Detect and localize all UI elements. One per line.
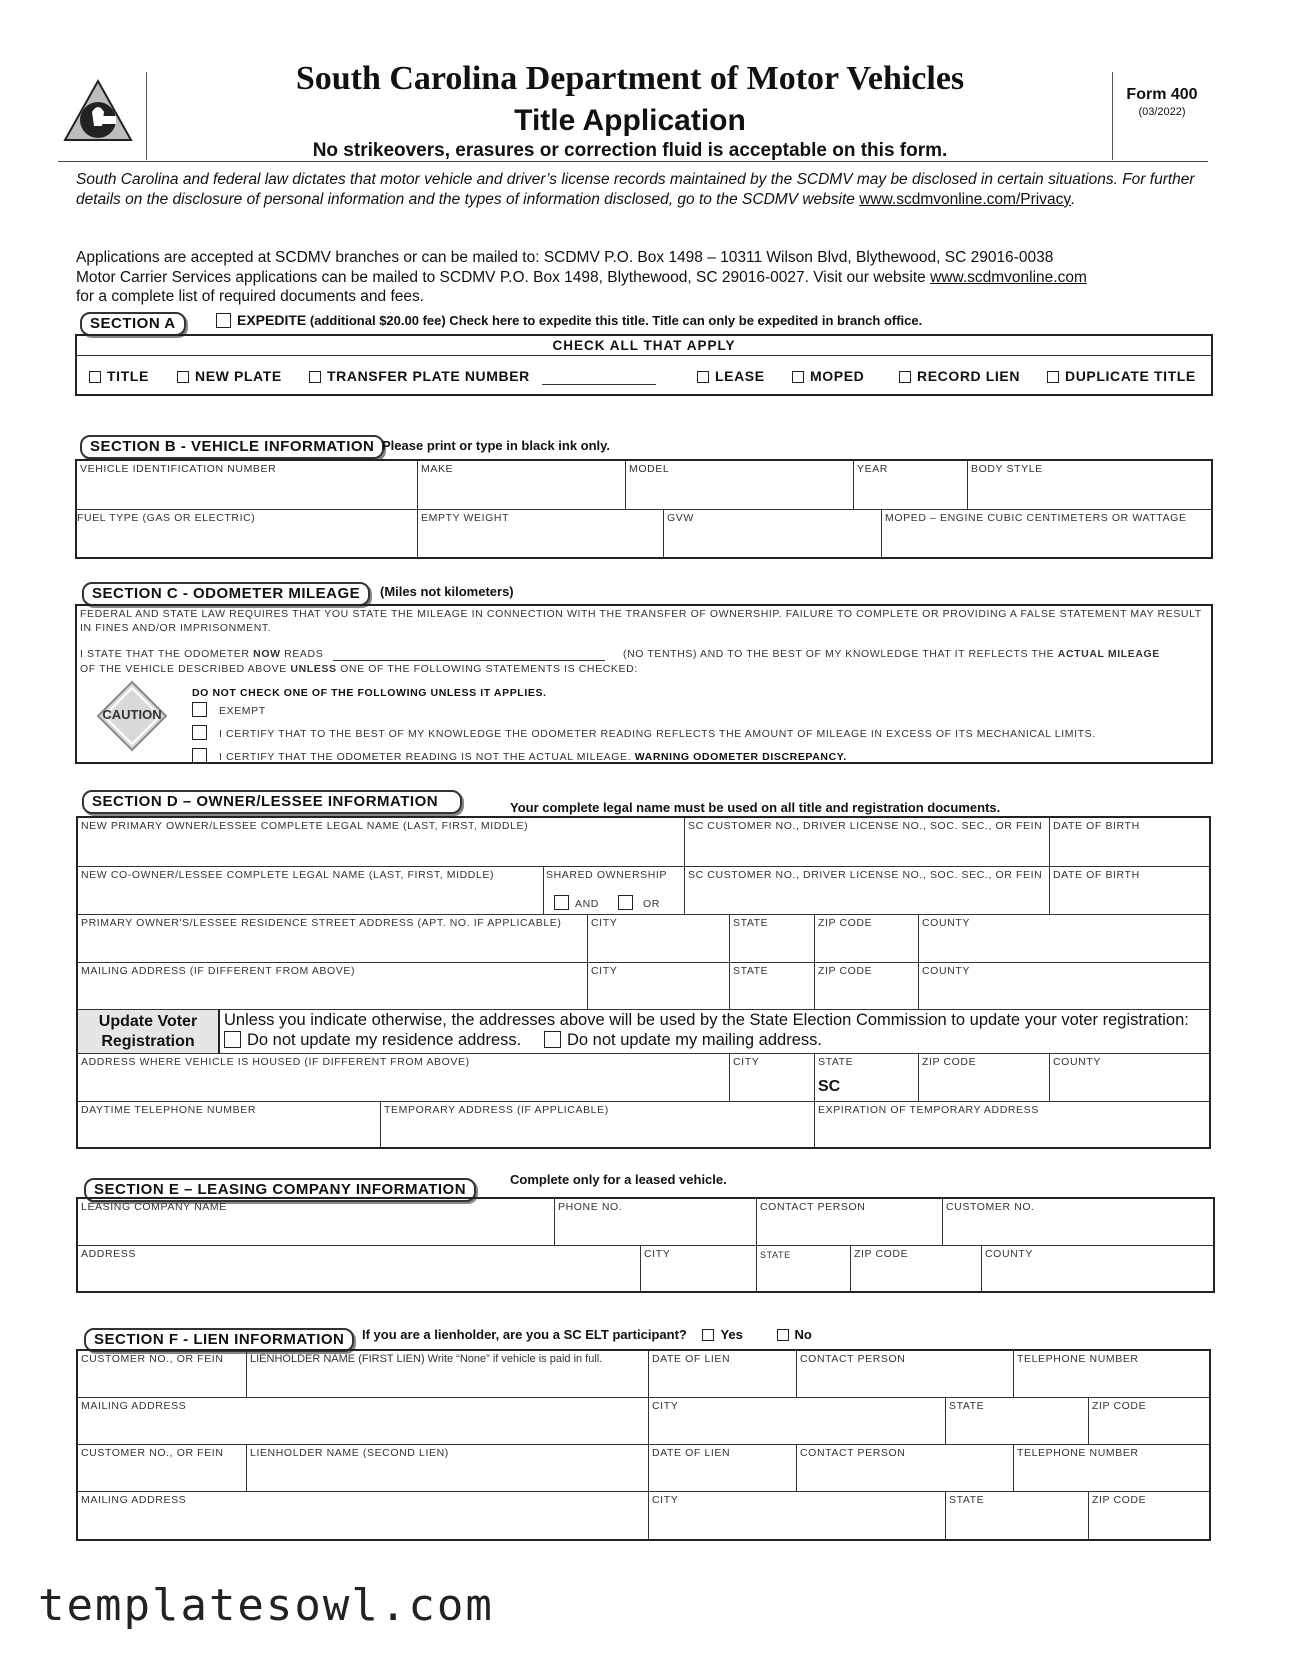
voter-registration-text: Unless you indicate otherwise, the addresses above will be used by the State Election Commission to update your voter registration: [224,1011,1189,1029]
elt-question-text: If you are a lienholder, are you a SC ELT participant? [362,1327,687,1342]
lien1-city-field[interactable]: CITY [652,1400,679,1412]
mail-line-1: Applications are accepted at SCDMV branches or can be mailed to: SCDMV P.O. Box 1498 – 10311 Wilson Blvd, Blythewood, SC 29016-0038 [76,249,1054,266]
option-lease[interactable]: LEASE [697,368,765,384]
owner-info-box [76,816,1211,1149]
odometer-statement-cont: (NO TENTHS) AND TO THE BEST OF MY KNOWLEDGE THAT IT REFLECTS THE ACTUAL MILEAGE [623,648,1160,660]
leasing-company-name-field[interactable]: LEASING COMPANY NAME [81,1201,227,1213]
mail-line-3: for a complete list of required documents and fees. [76,288,425,305]
elt-yes-option[interactable]: Yes [702,1327,742,1342]
watermark: templatesowl.com [38,1580,494,1631]
vehicle-housed-address-field[interactable]: ADDRESS WHERE VEHICLE IS HOUSED (IF DIFFERENT FROM ABOVE) [81,1056,470,1068]
do-not-check-warning: DO NOT CHECK ONE OF THE FOLLOWING UNLESS IT APPLIES. [192,687,547,699]
residence-zip-field[interactable]: ZIP CODE [818,917,873,929]
mailing-state-field[interactable]: STATE [733,965,769,977]
primary-dob-field[interactable]: DATE OF BIRTH [1053,820,1140,832]
moped-checkbox[interactable] [792,371,804,383]
primary-owner-name-field[interactable]: NEW PRIMARY OWNER/LESSEE COMPLETE LEGAL NAME (LAST, FIRST, MIDDLE) [81,820,529,832]
no-update-residence-checkbox[interactable] [224,1031,241,1048]
option-record-lien[interactable]: RECORD LIEN [899,368,1020,384]
residence-state-field[interactable]: STATE [733,917,769,929]
transfer-plate-number-line[interactable] [542,384,656,385]
lien1-lienholder-name-field[interactable]: LIENHOLDER NAME (FIRST LIEN) Write “None” if vehicle is paid in full. [250,1353,603,1365]
record-lien-checkbox[interactable] [899,371,911,383]
exempt-option[interactable]: EXEMPT [192,702,266,717]
make-field[interactable]: MAKE [421,463,454,475]
not-actual-option[interactable]: I CERTIFY THAT THE ODOMETER READING IS NOT THE ACTUAL MILEAGE. WARNING ODOMETER DISCREPANCY. [192,748,847,763]
odometer-statement: I STATE THAT THE ODOMETER NOW READS [80,648,324,660]
elt-no-checkbox[interactable] [777,1329,789,1341]
section-e-note: Complete only for a leased vehicle. [510,1172,727,1187]
no-update-mailing-checkbox[interactable] [544,1031,561,1048]
shared-and-checkbox[interactable] [554,895,569,910]
shared-or-checkbox[interactable] [618,895,633,910]
lien1-phone-field[interactable]: TELEPHONE NUMBER [1017,1353,1139,1365]
co-owner-name-field[interactable]: NEW CO-OWNER/LESSEE COMPLETE LEGAL NAME (LAST, FIRST, MIDDLE) [81,869,495,881]
lien-info-box [76,1349,1211,1541]
residence-county-field[interactable]: COUNTY [922,917,970,929]
mechanical-limits-checkbox[interactable] [192,725,207,740]
body-style-field[interactable]: BODY STYLE [971,463,1043,475]
empty-weight-field[interactable]: EMPTY WEIGHT [421,512,510,524]
mailing-paragraph [76,248,1216,307]
lien2-mailing-address-field[interactable]: MAILING ADDRESS [81,1494,187,1506]
lien1-customer-no-field[interactable]: CUSTOMER NO., OR FEIN [81,1353,224,1365]
expedite-label: EXPEDITE [237,312,307,328]
section-b-note: Please print or type in black ink only. [382,438,611,453]
section-a-title: SECTION A [80,312,186,336]
year-field[interactable]: YEAR [857,463,888,475]
caution-label: CAUTION [102,707,162,722]
residence-address-field[interactable]: PRIMARY OWNER'S/LESSEE RESIDENCE STREET ADDRESS (APT. NO. IF APPLICABLE) [81,917,562,929]
header-divider-right [1112,72,1113,160]
temporary-address-field[interactable]: TEMPORARY ADDRESS (IF APPLICABLE) [384,1104,609,1116]
duplicate-title-checkbox[interactable] [1047,371,1059,383]
section-d-title: SECTION D – OWNER/LESSEE INFORMATION [82,790,462,814]
mailing-address-field[interactable]: MAILING ADDRESS (IF DIFFERENT FROM ABOVE) [81,965,356,977]
mailing-zip-field[interactable]: ZIP CODE [818,965,873,977]
co-owner-customer-no-field[interactable]: SC CUSTOMER NO., DRIVER LICENSE NO., SOC. SEC., OR FEIN [688,869,1043,881]
no-update-residence-option[interactable]: Do not update my residence address. [224,1031,521,1050]
elt-yes-checkbox[interactable] [702,1329,714,1341]
lease-checkbox[interactable] [697,371,709,383]
housed-city-field[interactable]: CITY [733,1056,760,1068]
elt-question [362,1327,812,1342]
gvw-field[interactable]: GVW [667,512,694,524]
privacy-paragraph: South Carolina and federal law dictates that motor vehicle and driver’s license records maintained by the SCDMV may be disclosed in certain situations. For further details on the disclosure of personal information and the types of information disclosed, go to the SCDMV website www.scdmvonline.com/Privacy. [76,171,1195,208]
form-number: Form 400 [1126,86,1198,103]
new-plate-checkbox[interactable] [177,371,189,383]
co-owner-dob-field[interactable]: DATE OF BIRTH [1053,869,1140,881]
transfer-plate-checkbox[interactable] [309,371,321,383]
residence-city-field[interactable]: CITY [591,917,618,929]
mailing-county-field[interactable]: COUNTY [922,965,970,977]
law-line-1: FEDERAL AND STATE LAW REQUIRES THAT YOU STATE THE MILEAGE IN CONNECTION WITH THE TRANSFER OF OWNERSHIP. FAILURE TO COMPLETE OR PROVIDING A FALSE STATEMENT MAY RESULT [80,608,1202,620]
lien2-customer-no-field[interactable]: CUSTOMER NO., OR FEIN [81,1447,224,1459]
section-c-note: (Miles not kilometers) [380,584,514,599]
lien2-zip-field[interactable]: ZIP CODE [1092,1494,1147,1506]
housed-county-field[interactable]: COUNTY [1053,1056,1101,1068]
option-duplicate-title[interactable]: DUPLICATE TITLE [1047,368,1196,384]
privacy-link[interactable]: www.scdmvonline.com/Privacy [859,190,1072,208]
lien2-contact-field[interactable]: CONTACT PERSON [800,1447,906,1459]
fuel-type-field[interactable]: FUEL TYPE (GAS OR ELECTRIC) [77,512,256,524]
housed-zip-field[interactable]: ZIP CODE [922,1056,977,1068]
housed-state-value: SC [818,1078,841,1095]
agency-name: South Carolina Department of Motor Vehicles [295,60,965,97]
lien2-lienholder-name-field[interactable]: LIENHOLDER NAME (SECOND LIEN) [250,1447,449,1459]
daytime-phone-field[interactable]: DAYTIME TELEPHONE NUMBER [81,1104,257,1116]
section-a-box [75,334,1213,396]
leasing-county-field[interactable]: COUNTY [985,1248,1033,1260]
privacy-text: South Carolina and federal law dictates that motor vehicle and driver’s license records maintained by the SCDMV may be disclosed in certain situations. For further details on the disclosure of personal information and the types of information disclosed, go to the SCDMV website [76,171,1195,208]
leasing-phone-field[interactable]: PHONE NO. [558,1201,623,1213]
lien2-date-field[interactable]: DATE OF LIEN [652,1447,731,1459]
expedite-note: (additional $20.00 fee) Check here to expedite this title. Title can only be expedited in branch office. [309,313,923,328]
shared-and-option[interactable]: AND [554,895,599,910]
elt-no-option[interactable]: No [777,1327,812,1342]
title-checkbox[interactable] [89,371,101,383]
option-new-plate[interactable]: NEW PLATE [177,368,282,384]
leasing-city-field[interactable]: CITY [644,1248,671,1260]
odometer-unless-line: OF THE VEHICLE DESCRIBED ABOVE UNLESS ONE OF THE FOLLOWING STATEMENTS IS CHECKED: [80,663,638,675]
leasing-contact-field[interactable]: CONTACT PERSON [760,1201,866,1213]
website-link[interactable]: www.scdmvonline.com [930,268,1087,286]
section-e-title: SECTION E – LEASING COMPANY INFORMATION [84,1178,476,1202]
update-voter-registration-label: Update Voter Registration [78,1010,220,1053]
section-c-title: SECTION C - ODOMETER MILEAGE [82,582,370,606]
option-transfer-plate[interactable]: TRANSFER PLATE NUMBER [309,368,530,384]
form-date: (03/2022) [1138,106,1186,118]
leasing-company-box [76,1197,1215,1293]
not-actual-checkbox[interactable] [192,748,207,763]
vin-field[interactable]: VEHICLE IDENTIFICATION NUMBER [80,463,277,475]
lien1-contact-field[interactable]: CONTACT PERSON [800,1353,906,1365]
shared-or-option[interactable]: OR [618,895,660,910]
section-d-note: Your complete legal name must be used on all title and registration documents. [510,800,1001,815]
moped-cc-field[interactable]: MOPED – ENGINE CUBIC CENTIMETERS OR WATTAGE [885,512,1187,524]
lien2-state-field[interactable]: STATE [949,1494,985,1506]
scdmv-logo-icon [62,78,134,150]
option-moped[interactable]: MOPED [792,368,864,384]
mechanical-limits-option[interactable]: I CERTIFY THAT TO THE BEST OF MY KNOWLEDGE THE ODOMETER READING REFLECTS THE AMOUNT OF MILEAGE IN EXCESS OF ITS MECHANICAL LIMITS. [192,725,1096,740]
model-field[interactable]: MODEL [629,463,670,475]
lien2-phone-field[interactable]: TELEPHONE NUMBER [1017,1447,1139,1459]
expedite-checkbox[interactable] [216,313,231,328]
leasing-customer-no-field[interactable]: CUSTOMER NO. [946,1201,1035,1213]
primary-customer-no-field[interactable]: SC CUSTOMER NO., DRIVER LICENSE NO., SOC. SEC., OR FEIN [688,820,1043,832]
housed-state-field[interactable]: STATE [818,1056,854,1068]
vehicle-info-box [75,459,1213,559]
check-all-heading: CHECK ALL THAT APPLY [552,338,736,353]
law-line-2: IN FINES AND/OR IMPRISONMENT. [80,622,272,634]
leasing-state-field[interactable]: STATE [760,1250,791,1260]
odometer-reading-line[interactable] [333,660,605,661]
section-f-title: SECTION F - LIEN INFORMATION [84,1328,354,1352]
page-title: Title Application [514,104,746,137]
lien2-city-field[interactable]: CITY [652,1494,679,1506]
section-b-title: SECTION B - VEHICLE INFORMATION [80,435,384,459]
leasing-zip-field[interactable]: ZIP CODE [854,1248,909,1260]
no-strikeovers-notice: No strikeovers, erasures or correction fluid is acceptable on this form. [312,140,948,161]
header-divider-left [146,72,147,160]
option-title[interactable]: TITLE [89,368,149,384]
expedite-row [216,312,922,328]
odometer-box [75,604,1213,764]
exempt-checkbox[interactable] [192,702,207,717]
lien1-state-field[interactable]: STATE [949,1400,985,1412]
shared-ownership-label: SHARED OWNERSHIP [546,869,668,881]
mailing-city-field[interactable]: CITY [591,965,618,977]
mail-line-2: Motor Carrier Services applications can be mailed to SCDMV P.O. Box 1498, Blythewood, SC 29016-0027. Visit our website www.scdmvonline.com [76,268,1087,286]
leasing-address-field[interactable]: ADDRESS [81,1248,136,1260]
lien1-date-field[interactable]: DATE OF LIEN [652,1353,731,1365]
temporary-address-expiration-field[interactable]: EXPIRATION OF TEMPORARY ADDRESS [818,1104,1039,1116]
lien1-zip-field[interactable]: ZIP CODE [1092,1400,1147,1412]
no-update-mailing-option[interactable]: Do not update my mailing address. [544,1031,822,1050]
lien1-mailing-address-field[interactable]: MAILING ADDRESS [81,1400,187,1412]
